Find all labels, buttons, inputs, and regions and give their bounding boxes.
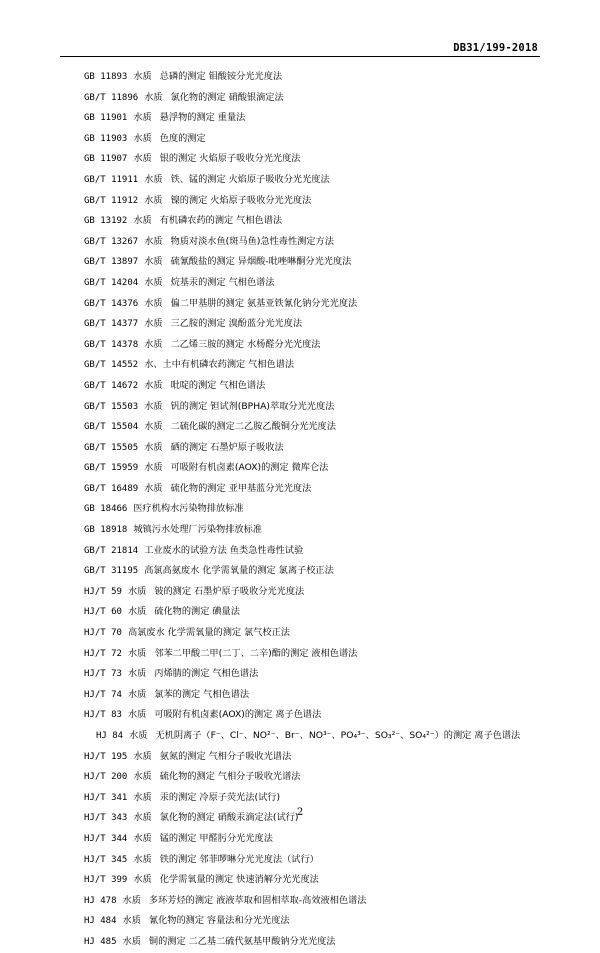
standard-title: 三乙胺的测定 溴酚蓝分光光度法 <box>170 318 303 330</box>
standard-title: 医疗机构水污染物排放标准 <box>133 503 244 515</box>
standard-field: 水质 <box>127 668 147 680</box>
standard-code: GB/T 15959 <box>84 463 139 474</box>
standard-item <box>60 108 540 129</box>
standard-title: 锰的测定 甲醛肟分光光度法 <box>159 832 273 844</box>
standard-item <box>60 67 540 88</box>
standard-field: 水质 <box>144 318 163 330</box>
standard-field: 水质 <box>144 441 163 453</box>
standard-item <box>60 623 540 644</box>
standard-code: GB 11907 <box>84 154 128 165</box>
standard-title: 铜的测定 二乙基二硫代氨基甲酸钠分光光度法 <box>148 935 336 947</box>
standard-code: GB/T 14378 <box>84 339 139 350</box>
standard-title: 高氯高氨废水 化学需氧量的测定 氯离子校正法 <box>144 565 334 577</box>
standard-title: 工业废水的试验方法 鱼类急性毒性试验 <box>144 544 304 556</box>
standard-field: 水质 <box>144 421 163 433</box>
standard-code: GB 11903 <box>84 133 128 144</box>
standard-code: GB/T 14376 <box>84 298 139 309</box>
standard-field: 水质 <box>144 400 163 412</box>
standard-item <box>60 211 540 232</box>
standard-code: GB/T 14552 <box>84 360 139 371</box>
standard-field: 水质 <box>122 915 141 927</box>
standard-code: GB/T 11896 <box>84 92 139 103</box>
standard-code: GB 18466 <box>84 504 128 515</box>
standard-field: 水质 <box>133 791 152 803</box>
standard-code: HJ/T 70 <box>84 628 122 639</box>
standard-title: 镍的测定 火焰原子吸收分光光度法 <box>170 194 312 206</box>
standard-item <box>60 479 540 500</box>
standard-title: 硒的测定 石墨炉原子吸收法 <box>170 441 284 453</box>
standard-code: HJ/T 195 <box>84 751 128 762</box>
standard-title: 偏二甲基肼的测定 氨基亚铁氰化钠分光光度法 <box>170 297 358 309</box>
standard-title: 悬浮物的测定 重量法 <box>159 112 246 124</box>
standard-item <box>60 829 540 850</box>
standard-field: 水质 <box>144 256 163 268</box>
standard-item <box>60 170 540 191</box>
standard-title: 硫化物的测定 气相分子吸收光谱法 <box>159 771 301 783</box>
standard-code: HJ 484 <box>84 916 117 927</box>
standard-item <box>60 191 540 212</box>
standard-item <box>60 397 540 418</box>
standard-title: 烷基汞的测定 气相色谱法 <box>170 276 275 288</box>
standard-code: GB/T 15503 <box>84 401 139 412</box>
standard-title: 硫氰酸盐的测定 异烟酸-吡唑啉酮分光光度法 <box>170 256 352 268</box>
standard-code: GB/T 15504 <box>84 422 139 433</box>
standard-field: 水质 <box>133 71 152 82</box>
standard-title: 铁的测定 邻菲啰啉分光光度法（试行） <box>159 853 319 865</box>
standard-code: GB/T 11912 <box>84 195 139 206</box>
standard-field: 水质 <box>133 215 152 227</box>
standard-title: 氰化物的测定 容量法和分光光度法 <box>148 915 290 927</box>
standard-item <box>60 870 540 891</box>
standard-code: GB 18918 <box>84 525 128 536</box>
standard-item <box>60 644 540 665</box>
standard-title: 色度的测定 <box>159 132 206 144</box>
standard-title: 氯苯的测定 气相色谱法 <box>154 688 250 700</box>
standard-code: GB/T 15505 <box>84 442 139 453</box>
standard-code: HJ/T 200 <box>84 772 128 783</box>
standard-title: 物质对淡水鱼(斑马鱼)急性毒性测定方法 <box>170 235 334 247</box>
standard-item <box>60 767 540 788</box>
standard-title: 银的测定 火焰原子吸收分光光度法 <box>159 153 301 165</box>
standard-title: 高氯废水 化学需氧量的测定 氯气校正法 <box>127 627 290 639</box>
standard-field: 水质 <box>144 173 163 185</box>
standard-field: 水质 <box>127 647 147 659</box>
page-number: 2 <box>296 807 304 818</box>
standard-code: HJ/T 74 <box>84 689 122 700</box>
standard-item <box>60 891 540 912</box>
standard-field: 水质 <box>133 153 152 165</box>
standard-field: 水质 <box>133 112 152 124</box>
standard-title: 钒的测定 钽试剂(BPHA)萃取分光光度法 <box>170 400 335 412</box>
standard-code: HJ/T 73 <box>84 669 122 680</box>
standard-field: 水质 <box>133 832 152 844</box>
standard-item <box>60 747 540 768</box>
standards-list <box>60 67 540 953</box>
standard-title: 汞的测定 冷原子荧光法(试行) <box>159 791 281 803</box>
standard-title: 铁、锰的测定 火焰原子吸收分光光度法 <box>170 173 330 185</box>
document-code: DB31/199-2018 <box>453 42 538 54</box>
standard-code: GB/T 14377 <box>84 319 139 330</box>
standard-title: 铍的测定 石墨炉原子吸收分光光度法 <box>154 585 305 597</box>
standard-item <box>60 664 540 685</box>
standard-code: GB 11901 <box>84 113 128 124</box>
standard-title: 吡啶的测定 气相色谱法 <box>170 379 266 391</box>
standard-code: GB 13192 <box>84 216 128 227</box>
standard-code: GB/T 14204 <box>84 277 139 288</box>
standard-field: 水质 <box>133 132 152 144</box>
standard-item <box>60 314 540 335</box>
standard-title: 氯化物的测定 硝酸银滴定法 <box>170 91 284 103</box>
standard-code: GB/T 13267 <box>84 236 139 247</box>
standard-code: GB/T 11911 <box>84 174 139 185</box>
standard-code: GB/T 16489 <box>84 483 139 494</box>
standard-field: 水质 <box>144 297 163 309</box>
standard-title: 城镇污水处理厂污染物排放标准 <box>133 524 262 536</box>
standard-item <box>60 788 540 809</box>
standard-field: 水质 <box>133 874 152 886</box>
standard-code: GB/T 13897 <box>84 257 139 268</box>
standard-code: HJ/T 343 <box>84 813 128 824</box>
standard-code: GB/T 31195 <box>84 566 139 577</box>
standard-field: 水质 <box>133 853 152 865</box>
standard-item <box>60 705 540 726</box>
standard-field: 水质 <box>144 379 163 391</box>
standard-field: 水质 <box>144 91 163 103</box>
standard-item <box>60 88 540 109</box>
standard-item <box>60 685 540 706</box>
standard-title: 二乙烯三胺的测定 水杨醛分光光度法 <box>170 338 321 350</box>
standard-item <box>60 582 540 603</box>
standard-item <box>60 911 540 932</box>
standard-code: GB/T 21814 <box>84 545 139 556</box>
standard-title: 氯化物的测定 硝酸汞滴定法(试行) <box>159 812 299 824</box>
standard-code: HJ/T 341 <box>84 792 128 803</box>
standard-field: 水质 <box>144 482 163 494</box>
standard-title: 二硫化碳的测定二乙胺乙酸铜分光光度法 <box>170 421 336 433</box>
standard-item <box>60 458 540 479</box>
standard-item <box>60 149 540 170</box>
standard-field: 水质 <box>122 935 141 947</box>
standard-item <box>60 335 540 356</box>
standard-title: 多环芳烃的测定 液液萃取和固相萃取-高效液相色谱法 <box>148 894 367 906</box>
standard-title: 有机磷农药的测定 气相色谱法 <box>159 215 283 227</box>
standard-item <box>60 273 540 294</box>
standard-item <box>60 294 540 315</box>
standard-field: 水质 <box>133 771 152 783</box>
standard-field: 水质 <box>144 235 163 247</box>
standard-title: 化学需氧量的测定 快速消解分光光度法 <box>159 874 319 886</box>
standard-field: 水质 <box>144 276 163 288</box>
standard-title: 丙烯腈的测定 气相色谱法 <box>154 668 259 680</box>
standard-item <box>60 499 540 520</box>
standard-title: 可吸附有机卤素(AOX)的测定 离子色谱法 <box>154 709 322 721</box>
standard-field: 水质 <box>133 750 152 762</box>
standard-item <box>60 417 540 438</box>
header-rule <box>60 56 540 57</box>
standard-field: 水质 <box>127 585 147 597</box>
standard-code: HJ/T 344 <box>84 833 128 844</box>
standard-title: 无机阴离子（F⁻、Cl⁻、NO²⁻、Br⁻、NO³⁻、PO₄³⁻、SO₃²⁻、SO₄²⁻）的测定 离子色谱法 <box>155 730 521 741</box>
standard-item <box>60 376 540 397</box>
standard-title: 邻苯二甲酸二甲(二丁、二辛)酯的测定 液相色谱法 <box>154 647 358 659</box>
standard-title: 硫化物的测定 亚甲基蓝分光光度法 <box>170 482 312 494</box>
standard-item <box>60 726 540 747</box>
standard-code: HJ 84 <box>96 731 124 741</box>
standard-code: HJ/T 72 <box>84 648 122 659</box>
standard-field: 水质 <box>144 338 163 350</box>
standard-field: 水质 <box>129 730 148 741</box>
standard-code: GB/T 14672 <box>84 380 139 391</box>
standard-field: 水质 <box>144 194 163 206</box>
standard-code: HJ 478 <box>84 895 117 906</box>
standard-item <box>60 355 540 376</box>
standard-field: 水质 <box>133 812 152 824</box>
standard-code: GB 11893 <box>84 72 128 82</box>
standard-item <box>60 252 540 273</box>
standard-item <box>60 438 540 459</box>
standard-code: HJ/T 399 <box>84 875 128 886</box>
standard-field: 水质 <box>127 688 147 700</box>
standard-title: 水、土中有机磷农药测定 气相色谱法 <box>144 359 295 371</box>
standard-code: HJ/T 83 <box>84 710 122 721</box>
standard-field: 水质 <box>127 709 147 721</box>
standard-item <box>60 850 540 871</box>
standard-item <box>60 129 540 150</box>
standard-title: 总磷的测定 钼酸铵分光光度法 <box>159 71 283 82</box>
standard-title: 氨氮的测定 气相分子吸收光谱法 <box>159 750 292 762</box>
standard-item <box>60 541 540 562</box>
standard-title: 可吸附有机卤素(AOX)的测定 微库仑法 <box>170 462 329 474</box>
standard-field: 水质 <box>122 894 141 906</box>
standard-field: 水质 <box>127 606 147 618</box>
standard-item <box>60 232 540 253</box>
standard-item <box>60 520 540 541</box>
standard-code: HJ/T 345 <box>84 854 128 865</box>
standard-item <box>60 561 540 582</box>
standard-code: HJ 485 <box>84 936 117 947</box>
standard-item <box>60 932 540 953</box>
standard-field: 水质 <box>144 462 163 474</box>
standard-title: 硫化物的测定 碘量法 <box>154 606 240 618</box>
standard-item <box>60 602 540 623</box>
standard-code: HJ/T 60 <box>84 607 122 618</box>
standard-code: HJ/T 59 <box>84 586 122 597</box>
